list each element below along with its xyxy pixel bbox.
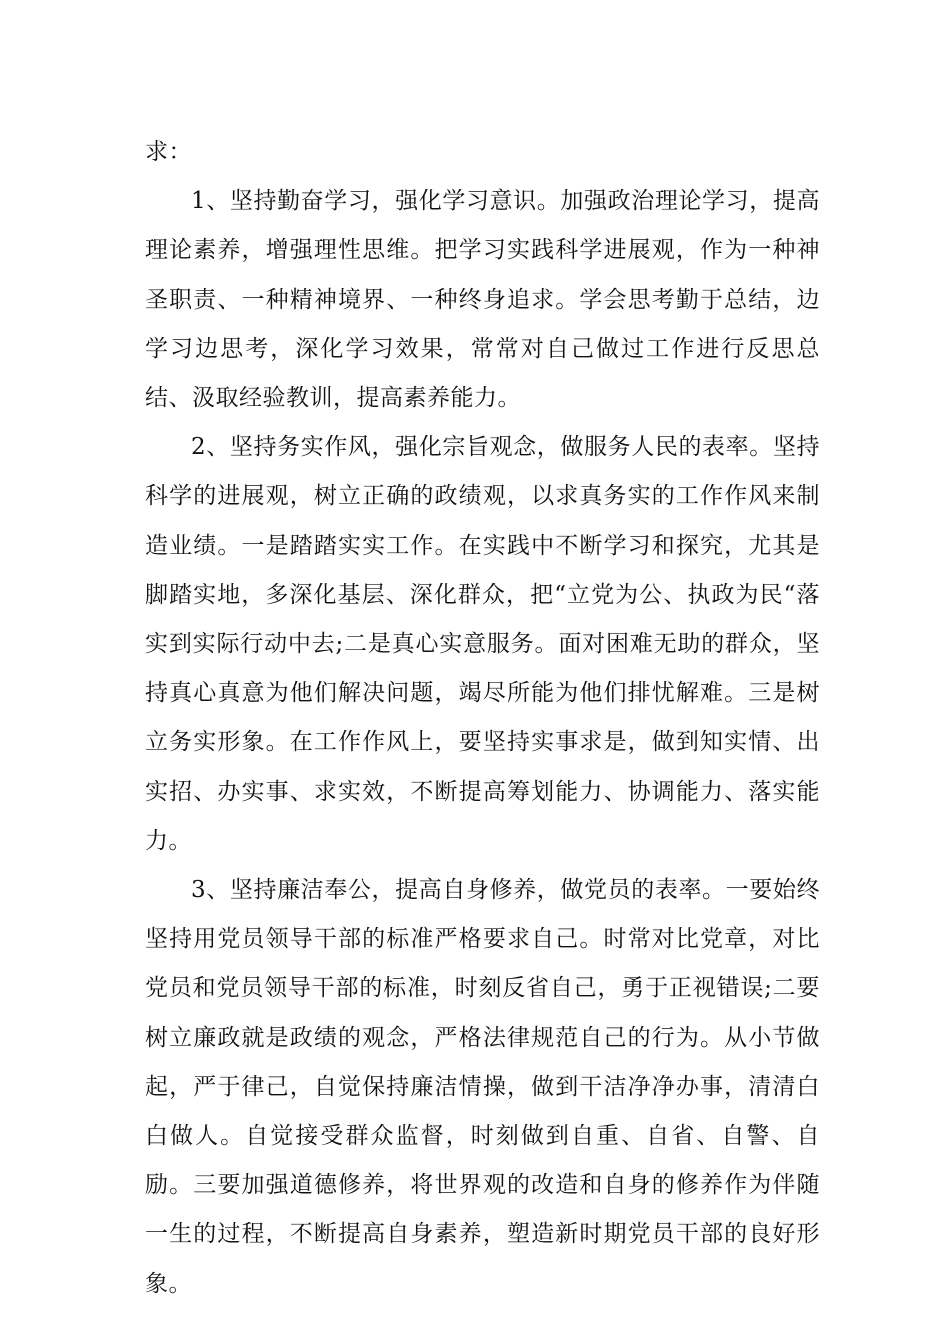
paragraph-continuation: 求： [145,139,192,165]
paragraph-item-3: 3、坚持廉洁奉公，提高自身修养，做党员的表率。一要始终坚持用党员领导干部的标准严格要求自己。时常对比党章，对比党员和党员领导干部的标准，时刻反省自己，勇于正视错误;二要树立廉政就是政绩的观念，严格法律规范自己的行为。从小节做起，严于律己，自觉保持廉洁情操，做到干洁净净办事，清清白白做人。自觉接受群众监督，时刻做到自重、自省、自警、自励。三要加强道德修养，将世界观的改造和自身的修养作为伴随一生的过程，不断提高自身素养，塑造新时期党员干部的良好形象。 [145,877,820,1297]
paragraph-item-1: 1、坚持勤奋学习，强化学习意识。加强政治理论学习，提高理论素养，增强理性思维。把学习实践科学进展观，作为一种神圣职责、一种精神境界、一种终身追求。学会思考勤于总结，边学习边思考，深化学习效果，常常对自己做过工作进行反思总结、汲取经验教训，提高素养能力。 [145,188,820,412]
document-body [145,128,820,1309]
paragraph-item-2: 2、坚持务实作风，强化宗旨观念，做服务人民的表率。坚持科学的进展观，树立正确的政绩观，以求真务实的工作作风来制造业绩。一是踏踏实实工作。在实践中不断学习和探究，尤其是脚踏实地，多深化基层、深化群众，把“立党为公、执政为民“落实到实际行动中去;二是真心实意服务。面对困难无助的群众，坚持真心真意为他们解决问题，竭尽所能为他们排忧解难。三是树立务实形象。在工作作风上，要坚持实事求是，做到知实情、出实招、办实事、求实效，不断提高筹划能力、协调能力、落实能力。 [145,434,820,854]
